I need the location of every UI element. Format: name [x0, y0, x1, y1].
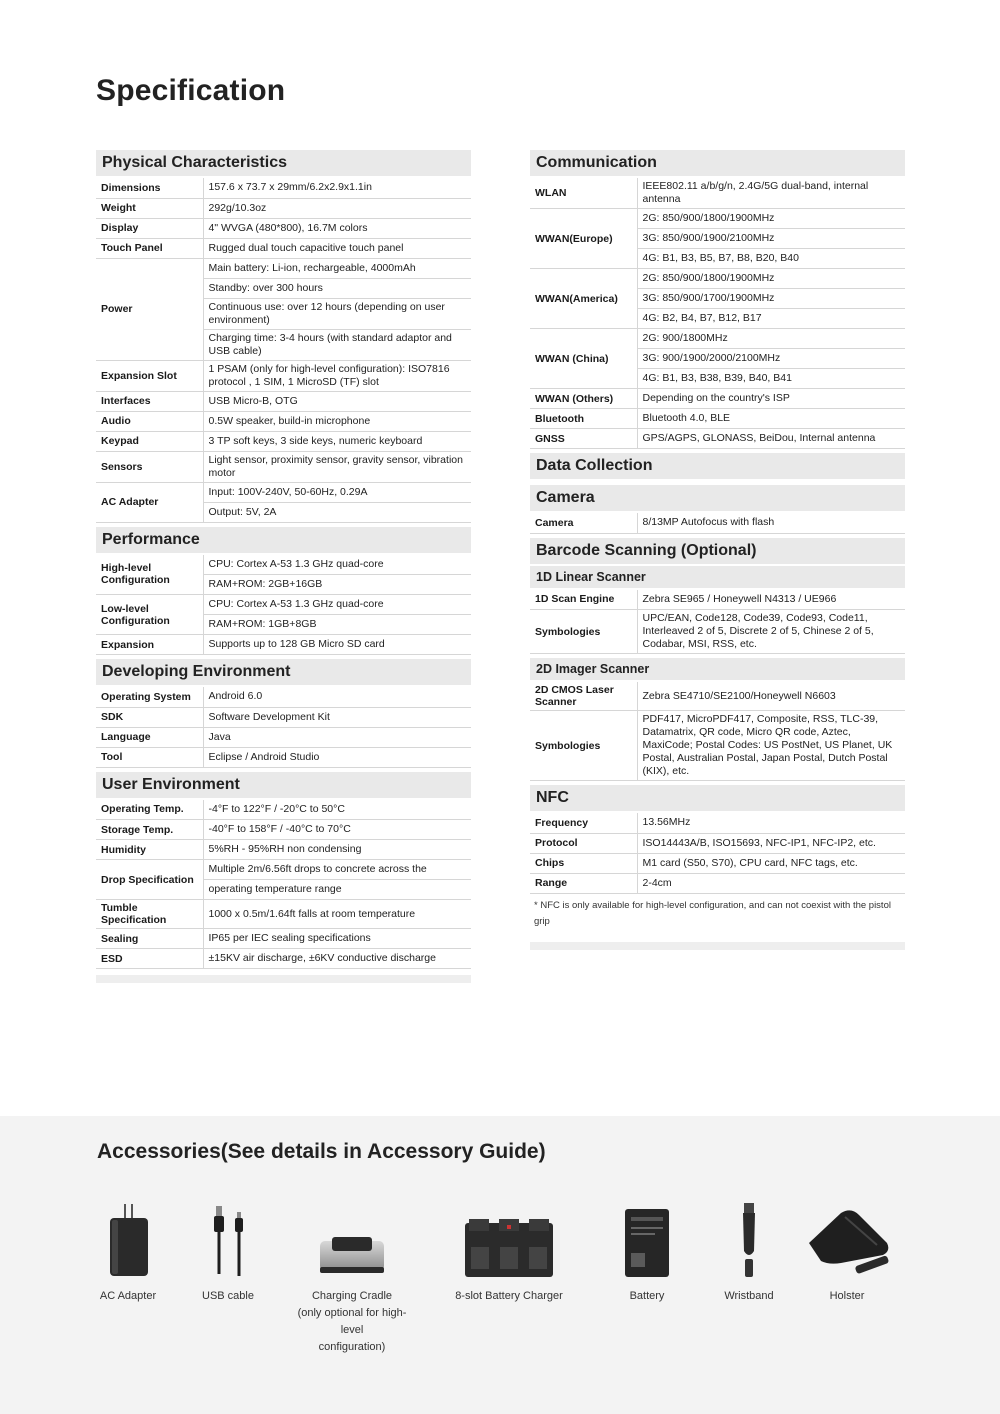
spec-value: Input: 100V-240V, 50-60Hz, 0.29A: [203, 482, 471, 502]
spec-key: Protocol: [530, 833, 637, 853]
spec-row: [96, 178, 471, 198]
spec-value: 4G: B1, B3, B38, B39, B40, B41: [637, 369, 905, 389]
spec-key: Range: [530, 873, 637, 893]
spec-row: [96, 595, 471, 615]
spec-value: 292g/10.3oz: [203, 198, 471, 218]
spec-value: Output: 5V, 2A: [203, 502, 471, 522]
accessory-label: Charging Cradle (only optional for high-level configuration): [297, 1290, 407, 1353]
spec-value: RAM+ROM: 2GB+16GB: [203, 575, 471, 595]
spec-value: Charging time: 3-4 hours (with standard adaptor and USB cable): [203, 329, 471, 360]
section-heading-user-environment: User Environment: [96, 772, 471, 798]
spec-key: Expansion Slot: [96, 360, 203, 391]
spec-value: Light sensor, proximity sensor, gravity sensor, vibration motor: [203, 451, 471, 482]
spec-row: [96, 929, 471, 949]
spec-value: Android 6.0: [203, 687, 471, 707]
accessories-title: Accessories(See details in Accessory Guide): [97, 1140, 546, 1163]
spec-value: Depending on the country's ISP: [637, 389, 905, 409]
spec-row: [530, 833, 905, 853]
spec-row: [96, 360, 471, 391]
spec-row: [96, 747, 471, 767]
spec-key: Sealing: [96, 929, 203, 949]
spec-key: Camera: [530, 513, 637, 533]
spec-table: [530, 682, 905, 781]
spec-value: Standby: over 300 hours: [203, 278, 471, 298]
spec-value: 2-4cm: [637, 873, 905, 893]
spec-value: Continuous use: over 12 hours (depending on user environment): [203, 298, 471, 329]
spec-row: [530, 610, 905, 654]
spec-key: WLAN: [530, 178, 637, 209]
spec-table: [530, 513, 905, 534]
spec-value: 1 PSAM (only for high-level configuration): ISO7816 protocol , 1 SIM, 1 MicroSD (TF) slot: [203, 360, 471, 391]
spec-key: WWAN(Europe): [530, 209, 637, 269]
spec-key: High-level Configuration: [96, 555, 203, 595]
spec-key: Expansion: [96, 635, 203, 655]
section-heading-data-collection: Data Collection: [530, 453, 905, 479]
spec-row: [530, 853, 905, 873]
spec-row: [530, 209, 905, 229]
spec-value: 3G: 850/900/1700/1900MHz: [637, 289, 905, 309]
spec-value: IEEE802.11 a/b/g/n, 2.4G/5G dual-band, internal antenna: [637, 178, 905, 209]
spec-value: 4G: B2, B4, B7, B12, B17: [637, 309, 905, 329]
spec-key: Chips: [530, 853, 637, 873]
spec-key: Dimensions: [96, 178, 203, 198]
spec-table: [530, 178, 905, 449]
spec-table: [96, 178, 471, 523]
accessory-label: AC Adapter: [99, 1290, 157, 1302]
accessory-charging-cradle: [287, 1204, 417, 1356]
spec-key: SDK: [96, 707, 203, 727]
spec-table: [530, 590, 905, 655]
spec-key: Tumble Specification: [96, 900, 203, 929]
spec-value: USB Micro-B, OTG: [203, 391, 471, 411]
spec-row: [530, 429, 905, 449]
spec-row: [96, 258, 471, 278]
spec-row: [96, 238, 471, 258]
usb-cable-icon: [163, 1204, 293, 1279]
accessory-label: Battery: [629, 1290, 665, 1302]
accessories-section: [0, 1116, 1000, 1414]
spec-key: WWAN(America): [530, 269, 637, 329]
spec-row: [530, 178, 905, 209]
spec-row: [530, 389, 905, 409]
spec-value: 8/13MP Autofocus with flash: [637, 513, 905, 533]
spec-value: 1000 x 0.5m/1.64ft falls at room temperature: [203, 900, 471, 929]
spec-key: Symbologies: [530, 711, 637, 781]
accessory-label: 8-slot Battery Charger: [455, 1290, 563, 1302]
left-spec-column: [96, 150, 471, 983]
spec-value: PDF417, MicroPDF417, Composite, RSS, TLC-39, Datamatrix, QR code, Micro QR code, Aztec, MaxiCode; Postal Codes: US PostNet, US Planet, UK Postal, Australian Postal, Japan Postal, Dutch Postal (KIX), etc.: [637, 711, 905, 781]
spec-key: Display: [96, 218, 203, 238]
spec-key: GNSS: [530, 429, 637, 449]
section-heading-developing-environment: Developing Environment: [96, 659, 471, 685]
spec-table: [96, 555, 471, 656]
spec-key: Power: [96, 258, 203, 360]
spec-value: Rugged dual touch capacitive touch panel: [203, 238, 471, 258]
spec-row: [96, 820, 471, 840]
spec-row: [96, 900, 471, 929]
holster-icon: [782, 1204, 912, 1279]
spec-key: Audio: [96, 411, 203, 431]
spec-value: ISO14443A/B, ISO15693, NFC-IP1, NFC-IP2, etc.: [637, 833, 905, 853]
spec-row: [530, 409, 905, 429]
accessory-battery-charger: [444, 1204, 574, 1305]
spec-value: Main battery: Li-ion, rechargeable, 4000mAh: [203, 258, 471, 278]
accessory-label: Wristband: [724, 1290, 774, 1302]
spec-row: [530, 329, 905, 349]
accessory-label: USB cable: [202, 1290, 254, 1302]
spec-value: Software Development Kit: [203, 707, 471, 727]
section-heading-barcode-scanning-optional: Barcode Scanning (Optional): [530, 538, 905, 564]
spec-value: ±15KV air discharge, ±6KV conductive discharge: [203, 949, 471, 969]
spec-value: 2G: 900/1800MHz: [637, 329, 905, 349]
spec-value: RAM+ROM: 1GB+8GB: [203, 615, 471, 635]
spec-key: Operating Temp.: [96, 800, 203, 820]
spec-row: [96, 451, 471, 482]
spec-value: 157.6 x 73.7 x 29mm/6.2x2.9x1.1in: [203, 178, 471, 198]
spec-key: Drop Specification: [96, 860, 203, 900]
spec-key: Humidity: [96, 840, 203, 860]
spec-value: GPS/AGPS, GLONASS, BeiDou, Internal antenna: [637, 429, 905, 449]
spec-key: Touch Panel: [96, 238, 203, 258]
spec-key: Interfaces: [96, 391, 203, 411]
spec-value: UPC/EAN, Code128, Code39, Code93, Code11, Interleaved 2 of 5, Discrete 2 of 5, Chinese 2 of 5, Codabar, MSI, RSS, etc.: [637, 610, 905, 654]
section-heading-nfc: NFC: [530, 785, 905, 811]
accessory-holster: [782, 1204, 912, 1305]
spec-row: [96, 949, 471, 969]
spec-row: [96, 707, 471, 727]
spec-row: [96, 860, 471, 880]
spec-key: Symbologies: [530, 610, 637, 654]
spec-value: Zebra SE4710/SE2100/Honeywell N6603: [637, 682, 905, 711]
spec-row: [96, 635, 471, 655]
spec-key: WWAN (Others): [530, 389, 637, 409]
spec-value: Eclipse / Android Studio: [203, 747, 471, 767]
spec-value: -40°F to 158°F / -40°C to 70°C: [203, 820, 471, 840]
spec-value: 13.56MHz: [637, 813, 905, 833]
spec-row: [96, 411, 471, 431]
column-footer-bar: [96, 975, 471, 983]
spec-key: WWAN (China): [530, 329, 637, 389]
spec-key: Keypad: [96, 431, 203, 451]
battery-charger-icon: [444, 1204, 574, 1279]
spec-value: 4" WVGA (480*800), 16.7M colors: [203, 218, 471, 238]
spec-value: 3G: 850/900/1900/2100MHz: [637, 229, 905, 249]
spec-key: Bluetooth: [530, 409, 637, 429]
spec-row: [96, 391, 471, 411]
spec-row: [96, 555, 471, 575]
spec-row: [530, 590, 905, 610]
spec-key: Frequency: [530, 813, 637, 833]
spec-row: [96, 800, 471, 820]
spec-value: -4°F to 122°F / -20°C to 50°C: [203, 800, 471, 820]
spec-value: 3G: 900/1900/2000/2100MHz: [637, 349, 905, 369]
spec-key: 1D Scan Engine: [530, 590, 637, 610]
spec-table: [96, 687, 471, 768]
spec-row: [96, 431, 471, 451]
subsection-heading-1d-linear-scanner: 1D Linear Scanner: [530, 566, 905, 588]
spec-row: [530, 873, 905, 893]
spec-key: Low-level Configuration: [96, 595, 203, 635]
footnote: * NFC is only available for high-level configuration, and can not coexist with the pistol grip: [534, 899, 891, 927]
section-heading-camera: Camera: [530, 485, 905, 511]
spec-key: Storage Temp.: [96, 820, 203, 840]
spec-value: Supports up to 128 GB Micro SD card: [203, 635, 471, 655]
spec-value: Zebra SE965 / Honeywell N4313 / UE966: [637, 590, 905, 610]
spec-row: [530, 813, 905, 833]
spec-value: 2G: 850/900/1800/1900MHz: [637, 269, 905, 289]
spec-row: [96, 840, 471, 860]
spec-key: Operating System: [96, 687, 203, 707]
spec-row: [530, 711, 905, 781]
spec-value: Java: [203, 727, 471, 747]
section-heading-physical-characteristics: Physical Characteristics: [96, 150, 471, 176]
right-spec-column: [530, 150, 905, 950]
column-footer-bar: [530, 942, 905, 950]
spec-value: Multiple 2m/6.56ft drops to concrete across the: [203, 860, 471, 880]
spec-row: [96, 727, 471, 747]
page-title: Specification: [96, 74, 286, 107]
section-heading-performance: Performance: [96, 527, 471, 553]
spec-value: 5%RH - 95%RH non condensing: [203, 840, 471, 860]
spec-table: [530, 813, 905, 894]
spec-value: IP65 per IEC sealing specifications: [203, 929, 471, 949]
spec-value: CPU: Cortex A-53 1.3 GHz quad-core: [203, 595, 471, 615]
spec-value: M1 card (S50, S70), CPU card, NFC tags, etc.: [637, 853, 905, 873]
spec-value: Bluetooth 4.0, BLE: [637, 409, 905, 429]
spec-key: Sensors: [96, 451, 203, 482]
spec-row: [530, 269, 905, 289]
spec-row: [96, 198, 471, 218]
spec-key: Tool: [96, 747, 203, 767]
spec-key: ESD: [96, 949, 203, 969]
spec-key: AC Adapter: [96, 482, 203, 522]
spec-table: [96, 800, 471, 970]
spec-row: [96, 687, 471, 707]
spec-value: operating temperature range: [203, 880, 471, 900]
spec-value: 4G: B1, B3, B5, B7, B8, B20, B40: [637, 249, 905, 269]
charging-cradle-icon: [287, 1204, 417, 1279]
spec-value: CPU: Cortex A-53 1.3 GHz quad-core: [203, 555, 471, 575]
spec-key: 2D CMOS Laser Scanner: [530, 682, 637, 711]
spec-row: [530, 513, 905, 533]
accessory-usb-cable: [163, 1204, 293, 1305]
spec-key: Weight: [96, 198, 203, 218]
accessory-label: Holster: [829, 1290, 865, 1302]
spec-key: Language: [96, 727, 203, 747]
spec-row: [96, 482, 471, 502]
spec-value: 2G: 850/900/1800/1900MHz: [637, 209, 905, 229]
spec-value: 3 TP soft keys, 3 side keys, numeric keyboard: [203, 431, 471, 451]
section-heading-communication: Communication: [530, 150, 905, 176]
spec-row: [96, 218, 471, 238]
spec-row: [530, 682, 905, 711]
subsection-heading-2d-imager-scanner: 2D Imager Scanner: [530, 658, 905, 680]
spec-value: 0.5W speaker, build-in microphone: [203, 411, 471, 431]
